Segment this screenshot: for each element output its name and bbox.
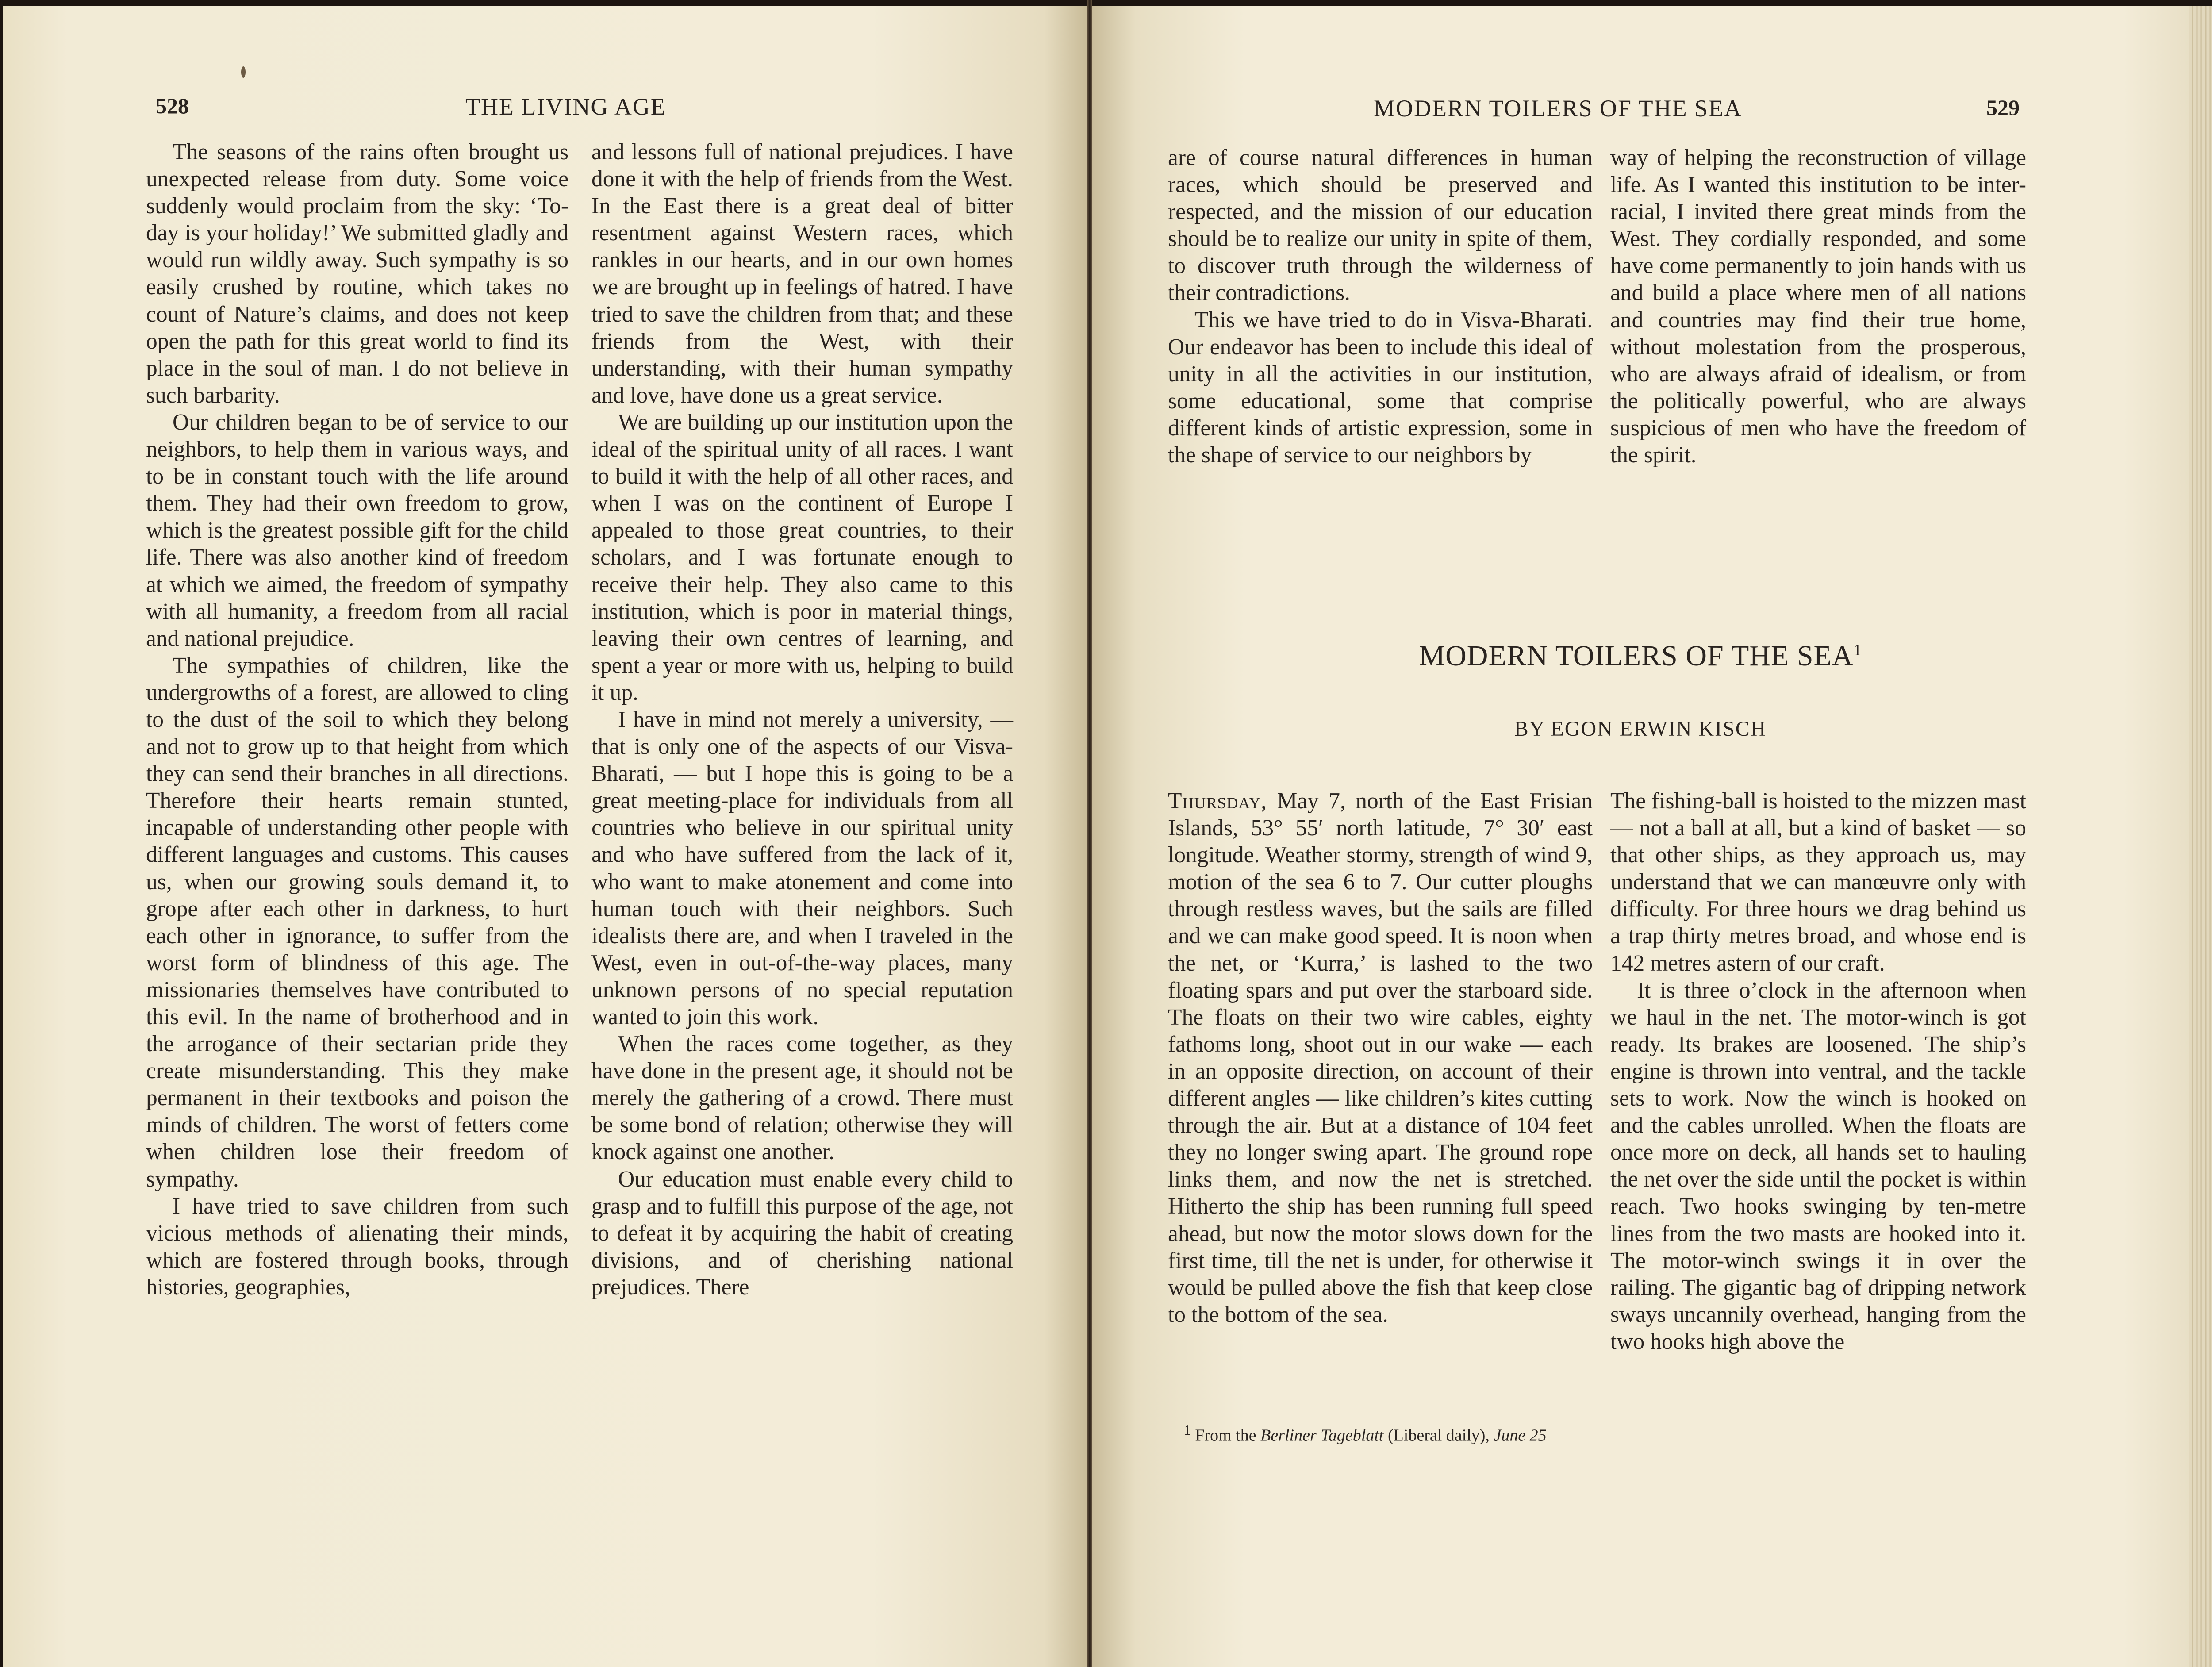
article-column-2 xyxy=(1610,787,2026,1355)
paragraph: are of course natural differences in human races, which should be preserved and respected, and the mission of our education should be to realize our unity in spite of them, to discover truth through the wilderness of their contradictions. xyxy=(1168,145,1593,306)
paragraph: Our education must enable every child to grasp and to fulfill this purpose of the age, not to defeat it by acquiring the habit of creating divisions, and of cherishing national prejudices. There xyxy=(591,1166,1013,1300)
article-title xyxy=(1092,639,2189,673)
ink-mark xyxy=(241,66,246,78)
page-edges xyxy=(2189,6,2212,1667)
footnote: $^1$ From the Berliner Tageblatt (Liberal daily), June 25 xyxy=(1184,1422,1547,1445)
paragraph: When the races come together, as they have done in the present age, it should not be merely the gathering of a crowd. There must be some bond of relation; otherwise they will knock against one another. xyxy=(591,1031,1013,1165)
paragraph: The sympathies of children, like the undergrowths of a forest, are allowed to cling to the dust of the soil to which they belong and not to grow up to that height from which they can send their branches in all directions. Therefore their hearts remain stunted, incapable of understanding other people with different languages and customs. This causes us, when our growing souls demand it, to grope after each other in darkness, to hurt each other in ignorance, to suffer from the worst form of blindness of this age. The missionaries themselves have contributed to this evil. In the name of brotherhood and in the arrogance of their sectarian pride they create misunderstanding. This they make permanent in their textbooks and poison the minds of children. The worst of fetters come when children lose their freedom of sympathy. xyxy=(146,653,568,1192)
paragraph: way of helping the reconstruction of village life. As I wanted this institution to be inter-racial, I invited there great minds from the West. They cordially responded, and some have come permanently to join hands with us and build a place where men of all nations and countries may find their true home, without molestation from the prosperous, who are always afraid of idealism, or from the politically powerful, who are always suspicious of men who have the freedom of the spirit. xyxy=(1610,145,2026,468)
paragraph: I have tried to save children from such vicious methods of alienating their minds, which are fostered through books, through histories, geographies, xyxy=(146,1193,568,1300)
footnote-ref: 1 xyxy=(1853,641,1862,659)
book-gutter xyxy=(1087,0,1092,1667)
paragraph: We are building up our institution upon the ideal of the spiritual unity of all races. I want to build it with the help of all other races, and when I was on the continent of Europe I appealed to those great countries, to their scholars, and I was fortunate enough to receive their help. They also came to this institution, which is poor in material things, leaving their own centres of learning, and spent a year or more with us, helping to build it up. xyxy=(591,409,1013,705)
article-column-1 xyxy=(1168,787,1593,1328)
paragraph: The fishing-ball is hoisted to the mizzen mast — not a ball at all, but a kind of basket — so that other ships, as they approach us, may understand that we can manœuvre only with difficulty. For three hours we drag behind us a trap thirty metres broad, and whose end is 142 metres astern of our craft. xyxy=(1610,788,2026,976)
left-column-1 xyxy=(146,138,568,1301)
right-column-1-top xyxy=(1168,144,1593,469)
lead-word: Thursday, xyxy=(1168,788,1267,814)
paragraph: It is three o’clock in the afternoon when we haul in the net. The motor-winch is got ready. Its brakes are loosened. The ship’s engine is thrown into ventral, and the tackle sets to work. Now the winch is hooked on and the cables unrolled. When the floats are once more on deck, all hands set to hauling the net over the side until the pocket is within reach. Two hooks swinging by ten-metre lines from the two masts are hooked into it. The motor-winch swings it in over the railing. The gigantic bag of dripping network sways uncannily overhead, hanging from the two hooks high above the xyxy=(1610,977,2026,1354)
left-column-2 xyxy=(591,138,1013,1301)
running-head-left: THE LIVING AGE xyxy=(465,93,666,120)
page-number-left: 528 xyxy=(156,93,189,118)
article-byline: BY EGON ERWIN KISCH xyxy=(1514,717,1767,741)
running-head-right: MODERN TOILERS OF THE SEA xyxy=(1374,95,1743,122)
right-column-2-top xyxy=(1610,144,2026,469)
paragraph: Thursday, May 7, north of the East Frisian Islands, 53° 55′ north latitude, 7° 30′ east longitude. Weather stormy, strength of wind 9, motion of the sea 6 to 7. Our cutter ploughs through restless waves, but the sails are filled and we can make good speed. It is noon when the net, or ‘Kurra,’ is lashed to the two floating spars and put over the starboard side. The floats on their two wire cables, eighty fathoms long, shoot out in our wake — each in an opposite direction, on account of their different angles — like children’s kites cutting through the air. But at a distance of 104 feet they no longer swing apart. The ground rope links them, and now the net is stretched. Hitherto the ship has been running full speed ahead, but now the motor slows down for the first time, till the net is under, for otherwise it would be pulled above the fish that keep close to the bottom of the sea. xyxy=(1168,788,1593,1327)
paragraph: The seasons of the rains often brought us unexpected release from duty. Some voice suddenly would proclaim from the sky: ‘To-day is your holiday!’ We submitted gladly and would run wildly away. Such sympathy is so easily crushed by routine, which takes no count of Nature’s claims, and does not keep open the path for this great world to find its place in the soul of man. I do not believe in such barbarity. xyxy=(146,139,568,408)
page-number-right: 529 xyxy=(1986,95,2020,120)
paragraph: This we have tried to do in Visva-Bharati. Our endeavor has been to include this ideal of unity in all the activities in our institution, some educational, some that comprise different kinds of artistic expression, some in the shape of service to our neighbors by xyxy=(1168,307,1593,468)
article-title-text: MODERN TOILERS OF THE SEA xyxy=(1419,640,1854,672)
paragraph: and lessons full of national prejudices. I have done it with the help of friends from the West. In the East there is a great deal of bitter resentment against Western races, which rankles in our hearts, and in our own homes we are brought up in feelings of hatred. I have tried to save the children from that; and these friends from the West, with their understanding, with their human sympathy and love, have done us a great service. xyxy=(591,139,1013,408)
paragraph: Our children began to be of service to our neighbors, to help them in various ways, and to be in constant touch with the life around them. They had their own freedom to grow, which is the greatest possible gift for the child life. There was also another kind of freedom at which we aimed, the freedom of sympathy with all humanity, a freedom from all racial and national prejudice. xyxy=(146,409,568,651)
paragraph: I have in mind not merely a university, — that is only one of the aspects of our Visva-Bharati, — but I hope this is going to be a great meeting-place for individuals from all countries who believe in our spiritual unity and who have suffered from the lack of it, who want to make atonement and come into human touch with their neighbors. Such idealists there are, and when I traveled in the West, even in out-of-the-way places, many unknown persons of no special reputation wanted to join this work. xyxy=(591,707,1013,1029)
